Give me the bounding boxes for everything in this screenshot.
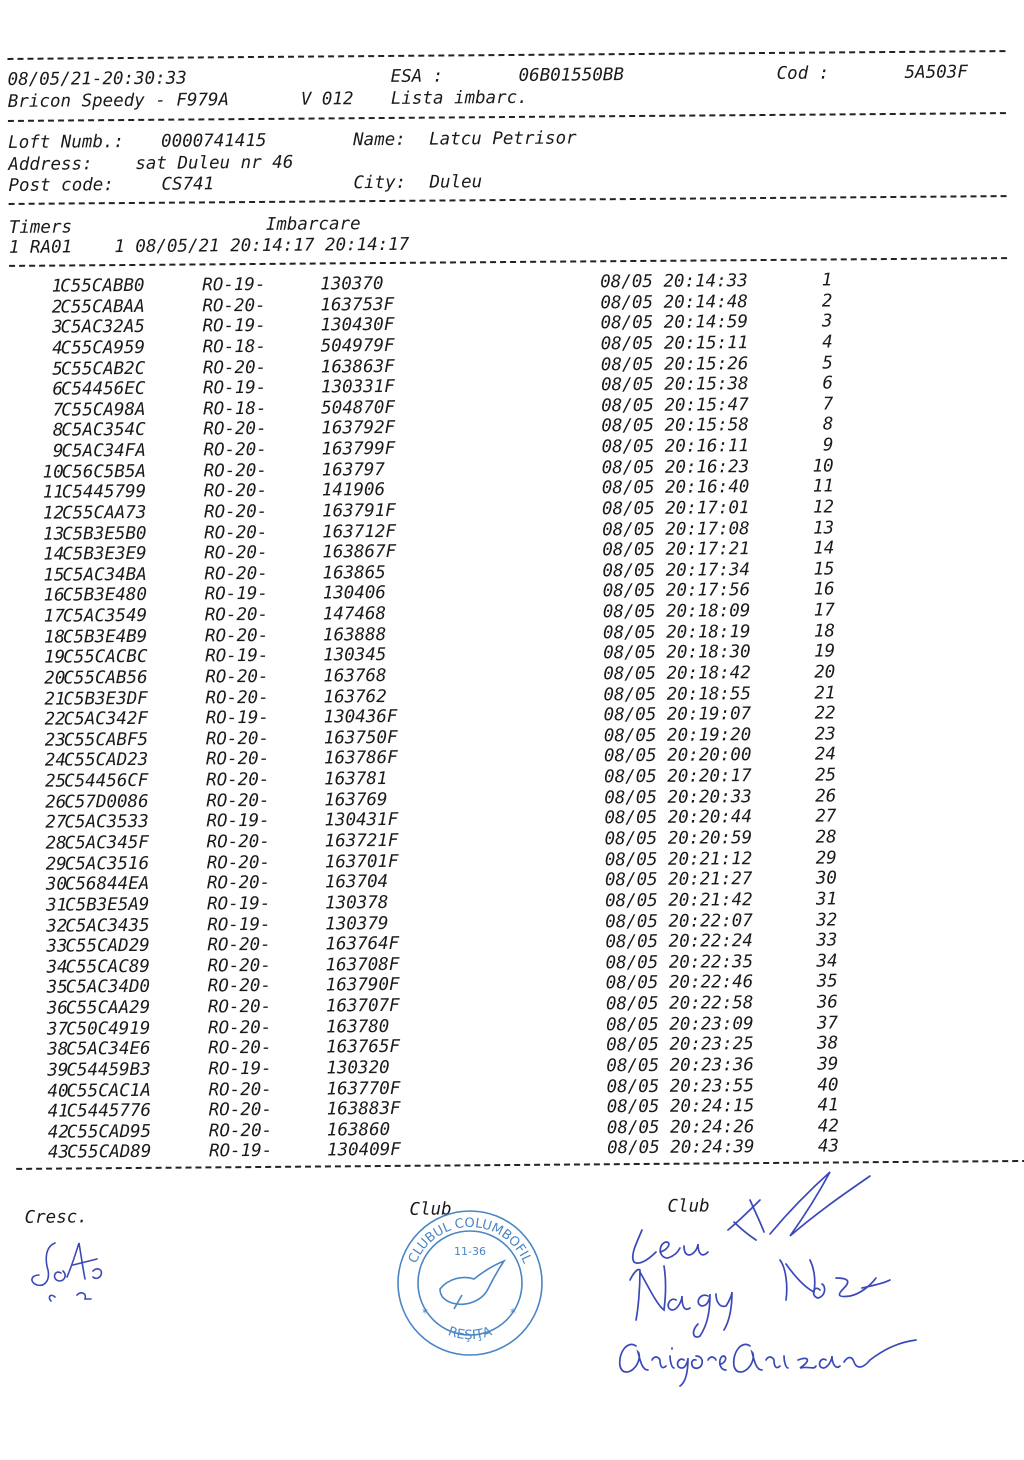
ring-series: RO-19- xyxy=(206,811,270,832)
ring-chip-id: C55CAC89 xyxy=(65,956,150,978)
ring-number: 163797 xyxy=(321,459,385,481)
ring-chip-id: C5AC34FA xyxy=(61,440,146,462)
basket-datetime: 08/05 20:16:11 xyxy=(601,436,750,458)
ring-chip-id: C55CABB0 xyxy=(60,275,145,297)
ring-series: RO-20- xyxy=(205,728,270,750)
row-index: 29 xyxy=(815,848,837,869)
device-version: V 012 xyxy=(300,89,354,110)
ring-series: RO-20- xyxy=(207,935,271,956)
ring-chip-id: C55CAA29 xyxy=(65,997,151,1019)
ring-series: RO-20- xyxy=(206,770,270,791)
row-number: 20 xyxy=(44,668,66,689)
row-index: 27 xyxy=(815,806,837,827)
basket-datetime: 08/05 20:23:09 xyxy=(605,1013,754,1035)
ring-series: RO-20- xyxy=(203,419,267,440)
row-number: 11 xyxy=(42,482,64,503)
ring-chip-id: C5B3E4B9 xyxy=(62,626,148,648)
ring-series: RO-19- xyxy=(205,708,269,729)
ring-chip-id: C5AC3549 xyxy=(62,605,148,627)
ring-number: 163753F xyxy=(320,294,395,316)
ring-chip-id: C5AC3533 xyxy=(64,812,149,833)
cod-label: Cod : xyxy=(776,63,830,84)
basket-datetime: 08/05 20:22:58 xyxy=(605,993,754,1015)
ring-number: 130409F xyxy=(326,1140,401,1161)
ring-number: 163764F xyxy=(325,934,400,955)
ring-chip-id: C54459B3 xyxy=(66,1059,151,1081)
row-number: 7 xyxy=(52,400,64,421)
basket-datetime: 08/05 20:17:08 xyxy=(602,518,750,540)
row-index: 19 xyxy=(813,641,836,662)
separator-line xyxy=(9,195,1007,205)
row-index: 16 xyxy=(813,579,835,601)
row-index: 17 xyxy=(813,600,835,621)
row-number: 30 xyxy=(45,874,68,895)
row-number: 23 xyxy=(44,730,66,751)
ring-chip-id: C55CAB56 xyxy=(63,667,148,689)
ring-chip-id: C5AC34E6 xyxy=(66,1039,151,1060)
ring-number: 130430F xyxy=(320,315,395,336)
row-number: 5 xyxy=(52,359,63,380)
basket-datetime: 08/05 20:18:19 xyxy=(602,621,751,643)
ring-series: RO-19- xyxy=(207,914,271,935)
list-title: Lista imbarc. xyxy=(390,87,528,109)
ring-number: 130370 xyxy=(320,273,384,295)
basket-datetime: 08/05 20:16:40 xyxy=(601,477,750,499)
row-number: 27 xyxy=(45,812,67,834)
basket-datetime: 08/05 20:23:55 xyxy=(606,1075,755,1097)
row-index: 38 xyxy=(817,1033,839,1054)
ring-number: 163867F xyxy=(322,542,397,563)
club-label: Club xyxy=(667,1196,710,1217)
city-value: Duleu xyxy=(429,172,483,193)
ring-chip-id: C5AC3516 xyxy=(64,853,150,875)
row-index: 11 xyxy=(812,476,834,497)
basket-datetime: 08/05 20:15:47 xyxy=(601,394,749,417)
ring-chip-id: C5AC32A5 xyxy=(60,317,145,338)
club-label: Club xyxy=(409,1199,452,1220)
address-value: sat Duleu nr 46 xyxy=(135,152,294,174)
row-number: 34 xyxy=(46,957,68,978)
ring-series: RO-20- xyxy=(206,790,270,812)
esa-label: ESA : xyxy=(390,66,444,87)
row-index: 35 xyxy=(816,971,838,993)
basket-datetime: 08/05 20:18:42 xyxy=(603,663,751,685)
ring-number: 147468 xyxy=(322,604,387,625)
row-index: 15 xyxy=(813,559,835,580)
ring-series: RO-20- xyxy=(202,295,266,317)
ring-number: 130320 xyxy=(326,1057,390,1079)
basket-datetime: 08/05 20:20:00 xyxy=(603,745,752,767)
ring-series: RO-20- xyxy=(204,522,268,543)
ring-series: RO-20- xyxy=(206,873,271,894)
svg-text:*: * xyxy=(422,1306,428,1320)
ring-chip-id: C55CABAA xyxy=(60,296,145,318)
ring-series: RO-20- xyxy=(207,996,272,1018)
ring-chip-id: C55CAD89 xyxy=(66,1142,152,1163)
ring-number: 163791F xyxy=(321,500,396,522)
ring-series: RO-20- xyxy=(202,357,267,378)
row-index: 2 xyxy=(821,291,833,312)
ring-chip-id: C57D0086 xyxy=(64,791,149,813)
row-number: 17 xyxy=(43,606,65,627)
row-index: 31 xyxy=(815,889,838,910)
ring-number: 163768 xyxy=(323,665,387,687)
separator-line xyxy=(8,112,1006,122)
ring-chip-id: C55CAA73 xyxy=(61,502,147,524)
row-number: 3 xyxy=(51,317,63,338)
row-number: 12 xyxy=(42,503,65,524)
ring-chip-id: C55CAD95 xyxy=(66,1121,152,1143)
row-index: 18 xyxy=(813,621,836,642)
ring-number: 163860 xyxy=(326,1119,391,1141)
row-number: 19 xyxy=(44,647,66,669)
basket-datetime: 08/05 20:14:59 xyxy=(600,312,749,334)
ring-chip-id: C5AC34D0 xyxy=(65,977,151,998)
ring-chip-id: C5B3E5B0 xyxy=(62,523,147,545)
svg-text:*: * xyxy=(510,1306,516,1320)
basket-datetime: 08/05 20:22:24 xyxy=(605,931,754,953)
row-number: 31 xyxy=(45,895,68,916)
row-index: 22 xyxy=(814,703,836,724)
row-index: 43 xyxy=(817,1136,840,1158)
ring-series: RO-19- xyxy=(202,316,266,337)
row-index: 39 xyxy=(817,1054,839,1075)
ring-series: RO-20- xyxy=(205,687,269,709)
row-number: 37 xyxy=(46,1019,69,1040)
row-number: 38 xyxy=(47,1039,69,1060)
basket-datetime: 08/05 20:15:58 xyxy=(601,415,749,437)
svg-text:REŞIŢA xyxy=(446,1324,494,1343)
ring-number: 163712F xyxy=(322,521,397,543)
ring-series: RO-20- xyxy=(207,955,271,977)
ring-number: 130345 xyxy=(323,645,387,666)
ring-chip-id: C56844EA xyxy=(64,874,150,895)
ring-chip-id: C5AC34BA xyxy=(62,564,147,586)
ring-series: RO-20- xyxy=(203,481,268,502)
ring-number: 163708F xyxy=(325,954,400,976)
ring-number: 163762 xyxy=(323,686,387,708)
ring-series: RO-19- xyxy=(202,378,267,399)
row-index: 9 xyxy=(822,435,834,456)
row-index: 40 xyxy=(817,1075,839,1096)
ring-number: 163780 xyxy=(325,1016,390,1038)
ring-number: 163701F xyxy=(324,851,399,873)
ring-series: RO-20- xyxy=(208,1079,272,1100)
ring-chip-id: C5AC354C xyxy=(61,420,146,441)
basket-datetime: 08/05 20:15:11 xyxy=(600,333,749,355)
loft-number: 0000741415 xyxy=(161,130,267,152)
stamp-top-text: CLUBUL COLUMBOFIL xyxy=(405,1215,535,1266)
ring-series: RO-19- xyxy=(207,893,271,915)
device-name: Bricon Speedy - F979A xyxy=(7,90,230,112)
post-code-label: Post code: xyxy=(8,175,114,196)
timers-label: Timers xyxy=(8,217,73,238)
ring-number: 163769 xyxy=(324,789,388,811)
basket-datetime: 08/05 20:17:21 xyxy=(602,539,750,561)
row-index: 12 xyxy=(812,497,835,518)
separator-line xyxy=(7,50,1005,60)
basket-datetime: 08/05 20:18:09 xyxy=(602,601,751,623)
row-index: 8 xyxy=(822,414,834,435)
ring-series: RO-20- xyxy=(205,749,270,770)
ring-number: 163799F xyxy=(321,438,396,460)
basket-datetime: 08/05 20:21:42 xyxy=(605,890,753,912)
row-number: 22 xyxy=(44,709,66,730)
row-number: 14 xyxy=(43,544,65,565)
ring-chip-id: C5B3E480 xyxy=(62,585,148,606)
row-number: 16 xyxy=(43,585,65,607)
row-index: 5 xyxy=(822,352,833,374)
row-number: 42 xyxy=(47,1122,69,1143)
ring-chip-id: C55CACBC xyxy=(63,647,148,668)
ring-series: RO-20- xyxy=(208,1038,272,1059)
city-label: City: xyxy=(353,172,407,194)
ring-number: 504870F xyxy=(321,397,396,419)
ring-chip-id: C50C4919 xyxy=(66,1018,151,1040)
loft-label: Loft Numb.: xyxy=(8,132,125,153)
post-code-value: CS741 xyxy=(161,174,215,195)
row-index: 14 xyxy=(813,538,835,559)
ring-series: RO-19- xyxy=(204,584,268,605)
basket-datetime: 08/05 20:21:12 xyxy=(604,848,753,870)
row-number: 35 xyxy=(46,977,68,999)
row-number: 39 xyxy=(47,1060,69,1081)
ring-number: 163750F xyxy=(323,727,398,749)
row-index: 34 xyxy=(816,951,838,972)
print-datetime: 08/05/21-20:30:33 xyxy=(7,68,187,90)
ring-chip-id: C5B3E3E9 xyxy=(62,544,147,565)
ring-series: RO-20- xyxy=(204,563,268,585)
row-number: 29 xyxy=(45,854,67,875)
basket-datetime: 08/05 20:23:25 xyxy=(606,1034,754,1056)
basket-datetime: 08/05 20:17:34 xyxy=(602,559,751,582)
ring-series: RO-19- xyxy=(208,1058,272,1080)
row-index: 41 xyxy=(817,1095,839,1116)
ring-series: RO-20- xyxy=(208,1120,273,1142)
row-index: 23 xyxy=(814,724,836,745)
breeder-signature xyxy=(15,1235,125,1310)
ring-chip-id: C56C5B5A xyxy=(61,461,147,483)
ring-number: 130331F xyxy=(320,377,395,398)
basket-datetime: 08/05 20:18:30 xyxy=(603,642,751,664)
row-index: 25 xyxy=(814,765,837,786)
ring-series: RO-20- xyxy=(208,1017,272,1039)
row-number: 25 xyxy=(44,771,67,792)
row-number: 6 xyxy=(52,379,64,400)
row-number: 33 xyxy=(46,936,68,957)
basket-datetime: 08/05 20:24:15 xyxy=(606,1096,755,1118)
basket-datetime: 08/05 20:20:17 xyxy=(604,766,752,788)
ring-number: 163790F xyxy=(325,975,400,996)
row-number: 4 xyxy=(52,338,63,359)
esa-value: 06B01550BB xyxy=(518,65,625,86)
ring-number: 163865 xyxy=(322,562,386,584)
row-index: 26 xyxy=(815,786,837,807)
ring-series: RO-19- xyxy=(208,1141,273,1162)
row-index: 32 xyxy=(816,909,838,931)
row-index: 30 xyxy=(815,868,838,889)
basket-datetime: 08/05 20:17:56 xyxy=(602,580,751,602)
name-label: Name: xyxy=(353,129,406,151)
row-number: 8 xyxy=(52,420,64,442)
ring-series: RO-18- xyxy=(203,398,267,420)
row-index: 33 xyxy=(816,930,838,951)
ring-series: RO-19- xyxy=(202,274,266,296)
ring-chip-id: C5AC3435 xyxy=(65,915,150,937)
owner-name: Latcu Petrisor xyxy=(429,128,577,150)
ring-series: RO-20- xyxy=(208,1100,273,1121)
row-index: 36 xyxy=(816,992,838,1013)
basket-datetime: 08/05 20:21:27 xyxy=(604,869,753,891)
ring-series: RO-20- xyxy=(206,831,270,853)
ring-number: 504979F xyxy=(320,335,395,357)
basket-datetime: 08/05 20:19:20 xyxy=(603,724,752,747)
ring-number: 163792F xyxy=(321,418,396,439)
ring-series: RO-20- xyxy=(205,666,269,688)
row-number: 15 xyxy=(43,565,65,586)
row-number: 13 xyxy=(43,524,65,545)
basket-datetime: 08/05 20:14:48 xyxy=(600,291,748,313)
row-index: 7 xyxy=(822,394,834,415)
row-index: 20 xyxy=(814,662,836,683)
ring-chip-id: C5AC345F xyxy=(64,832,149,854)
ring-number: 130431F xyxy=(324,810,399,831)
ring-chip-id: C54456EC xyxy=(60,379,146,400)
row-number: 40 xyxy=(47,1081,69,1102)
ring-number: 130406 xyxy=(322,583,386,604)
ring-chip-id: C55CAD29 xyxy=(65,936,150,957)
row-index: 3 xyxy=(821,311,833,332)
basket-datetime: 08/05 20:22:35 xyxy=(605,951,754,974)
ring-series: RO-20- xyxy=(207,976,272,997)
ring-number: 163721F xyxy=(324,830,399,852)
ring-number: 130379 xyxy=(325,913,389,934)
ring-chip-id: C55CABF5 xyxy=(63,729,149,751)
separator-line xyxy=(9,257,1007,267)
basket-datetime: 08/05 20:19:07 xyxy=(603,704,752,726)
row-index: 42 xyxy=(817,1116,839,1137)
stamp-code: 11-36 xyxy=(454,1245,486,1258)
ring-chip-id: C55CA959 xyxy=(60,337,146,359)
ring-number: 163786F xyxy=(323,748,398,769)
ring-chip-id: C5B3E3DF xyxy=(63,688,148,710)
row-number: 18 xyxy=(43,627,66,648)
imbarcare-label: Imbarcare xyxy=(265,214,361,235)
basket-datetime: 08/05 20:18:55 xyxy=(603,683,752,705)
ring-number: 163883F xyxy=(326,1099,401,1120)
address-label: Address: xyxy=(8,154,93,175)
ring-number: 163707F xyxy=(325,995,400,1017)
row-number: 26 xyxy=(45,792,67,813)
ring-number: 163863F xyxy=(320,356,395,378)
basket-datetime: 08/05 20:14:33 xyxy=(600,271,748,293)
ring-series: RO-20- xyxy=(203,501,268,523)
ring-number: 163781 xyxy=(324,769,388,790)
row-index: 24 xyxy=(814,744,837,766)
basket-datetime: 08/05 20:23:36 xyxy=(606,1055,754,1077)
ring-chip-id: C54456CF xyxy=(64,770,149,792)
cresc-label: Cresc. xyxy=(24,1207,88,1228)
ring-series: RO-20- xyxy=(204,625,269,647)
basket-datetime: 08/05 20:20:33 xyxy=(604,786,752,809)
row-number: 1 xyxy=(51,276,63,297)
row-index: 13 xyxy=(813,518,835,539)
row-index: 37 xyxy=(816,1013,839,1034)
row-number: 21 xyxy=(44,689,66,710)
ring-chip-id: C5AC342F xyxy=(63,709,149,730)
ring-series: RO-20- xyxy=(204,604,269,626)
club-stamp xyxy=(392,1205,548,1361)
basket-datetime: 08/05 20:22:46 xyxy=(605,972,754,994)
ring-chip-id: C5B3E5A9 xyxy=(65,894,150,916)
row-number: 10 xyxy=(42,462,64,483)
ring-series: RO-20- xyxy=(203,439,267,461)
ring-number: 141906 xyxy=(321,480,386,501)
ring-number: 163888 xyxy=(322,624,387,646)
ring-series: RO-20- xyxy=(206,852,271,874)
ring-series: RO-20- xyxy=(204,543,268,564)
cod-value: 5A503F xyxy=(904,62,968,83)
ring-chip-id: C55CA98A xyxy=(61,399,146,421)
basket-datetime: 08/05 20:15:26 xyxy=(600,353,749,375)
row-index: 21 xyxy=(814,683,836,704)
row-number: 43 xyxy=(47,1142,70,1164)
row-number: 41 xyxy=(47,1101,69,1122)
row-index: 10 xyxy=(812,456,834,477)
row-number: 24 xyxy=(44,750,67,772)
ring-chip-id: C55CAB2C xyxy=(60,358,146,380)
row-index: 6 xyxy=(822,373,834,394)
row-number: 32 xyxy=(46,916,68,937)
ring-number: 163704 xyxy=(324,872,389,893)
ring-number: 163765F xyxy=(326,1037,401,1058)
ring-series: RO-19- xyxy=(205,646,269,667)
ring-chip-id: C5445799 xyxy=(61,482,147,503)
basket-datetime: 08/05 20:20:59 xyxy=(604,828,753,850)
club-signatures xyxy=(600,1160,940,1400)
stamp-bottom-text: REŞIŢA xyxy=(446,1324,494,1344)
basket-datetime: 08/05 20:16:23 xyxy=(601,456,750,478)
row-index: 1 xyxy=(821,270,833,291)
ring-number: 163770F xyxy=(326,1078,401,1100)
basket-datetime: 08/05 20:24:26 xyxy=(606,1116,755,1139)
ring-series: RO-20- xyxy=(203,460,268,482)
row-number: 36 xyxy=(46,998,69,1019)
ring-number: 130436F xyxy=(323,707,398,728)
row-number: 2 xyxy=(51,297,63,318)
basket-datetime: 08/05 20:20:44 xyxy=(604,807,753,829)
row-index: 4 xyxy=(822,332,833,353)
row-number: 28 xyxy=(45,833,67,854)
basket-datetime: 08/05 20:17:01 xyxy=(601,498,750,520)
ring-chip-id: C55CAC1A xyxy=(66,1080,151,1102)
row-index: 28 xyxy=(815,827,837,848)
ring-number: 130378 xyxy=(325,892,389,914)
ring-chip-id: C5445776 xyxy=(66,1101,152,1122)
ring-chip-id: C55CAD23 xyxy=(63,750,149,772)
ring-series: RO-18- xyxy=(202,336,267,358)
timer-line: 1 RA01 1 08/05/21 20:14:17 20:14:17 xyxy=(8,234,410,258)
basket-datetime: 08/05 20:22:07 xyxy=(605,910,753,932)
basket-datetime: 08/05 20:24:39 xyxy=(606,1137,755,1159)
row-number: 9 xyxy=(52,441,64,462)
basket-datetime: 08/05 20:15:38 xyxy=(600,374,749,396)
